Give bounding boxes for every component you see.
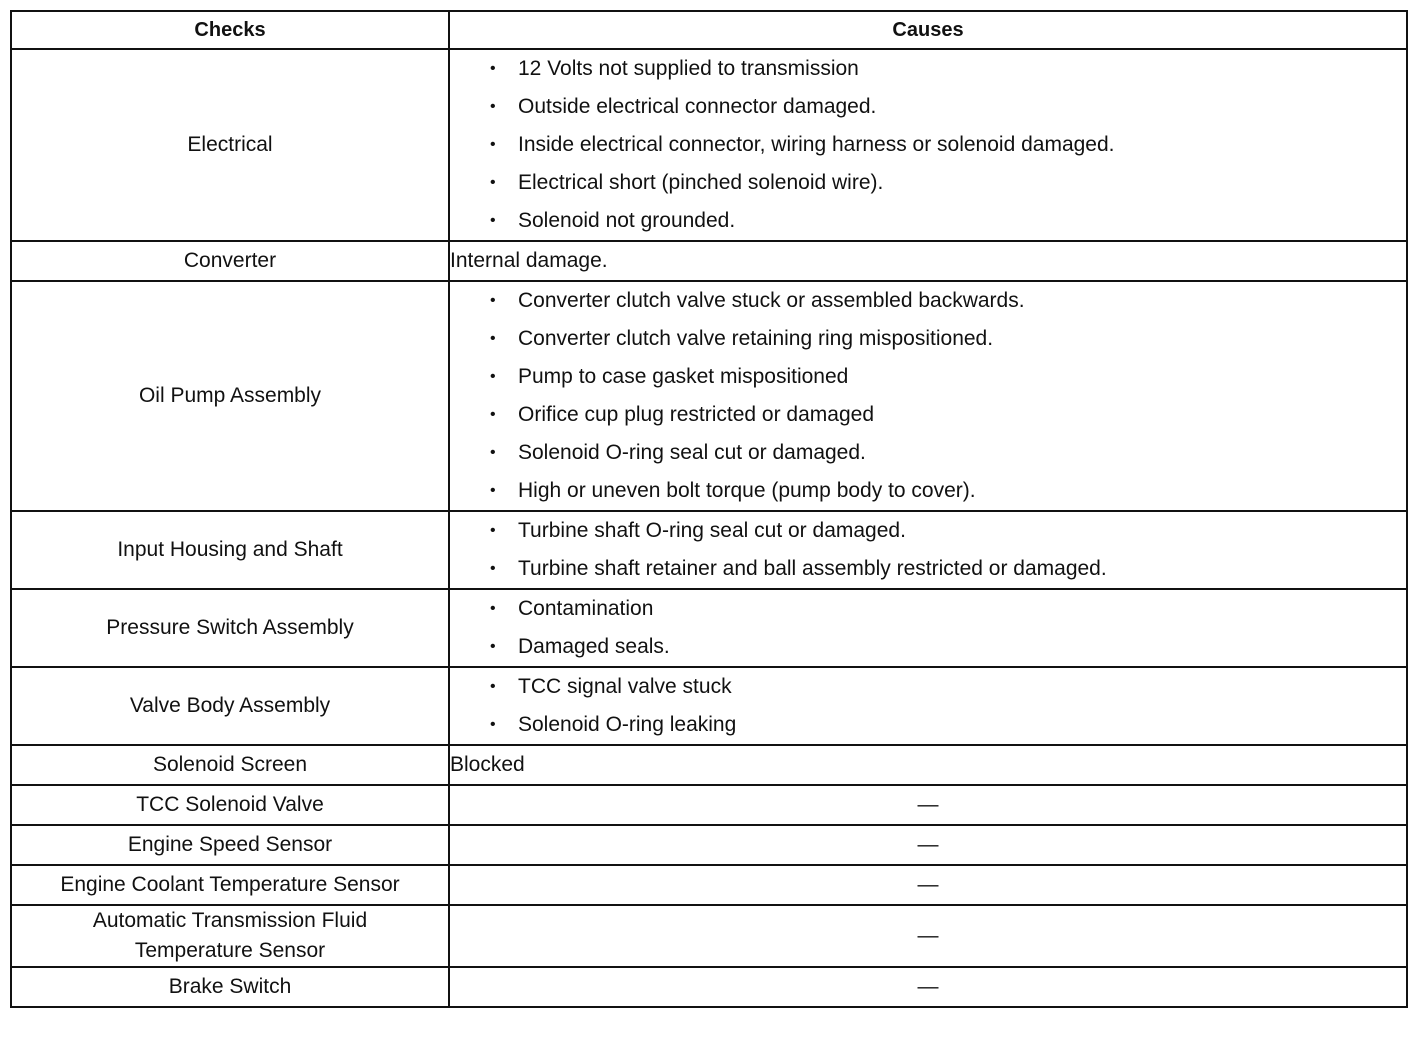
header-causes: Causes	[449, 11, 1407, 49]
table-row	[11, 905, 1407, 967]
causes-cell	[449, 281, 1407, 511]
cause-item: • Electrical short (pinched solenoid wire).	[490, 164, 1406, 202]
check-cell: Input Housing and Shaft	[11, 511, 449, 589]
causes-cell: —	[449, 825, 1407, 865]
cause-item: • TCC signal valve stuck	[490, 668, 1406, 706]
diagnosis-page	[10, 10, 1406, 1008]
causes-cell: —	[449, 967, 1407, 1007]
table-row	[11, 865, 1407, 905]
cause-item: • Contamination	[490, 590, 1406, 628]
cause-list	[450, 668, 1406, 744]
causes-cell: Blocked	[449, 745, 1407, 785]
cause-item: • Orifice cup plug restricted or damaged	[490, 396, 1406, 434]
causes-cell	[449, 667, 1407, 745]
cause-list	[450, 282, 1406, 510]
table-row	[11, 825, 1407, 865]
check-cell: Engine Coolant Temperature Sensor	[11, 865, 449, 905]
cause-item: • High or uneven bolt torque (pump body to cover).	[490, 472, 1406, 510]
causes-cell: —	[449, 905, 1407, 967]
cause-item: • 12 Volts not supplied to transmission	[490, 50, 1406, 88]
cause-item: • Turbine shaft O-ring seal cut or damaged.	[490, 512, 1406, 550]
causes-cell: —	[449, 785, 1407, 825]
table-row	[11, 589, 1407, 667]
cause-list	[450, 512, 1406, 588]
cause-item: • Converter clutch valve retaining ring mispositioned.	[490, 320, 1406, 358]
table-row	[11, 745, 1407, 785]
causes-cell	[449, 511, 1407, 589]
check-cell: Solenoid Screen	[11, 745, 449, 785]
causes-cell	[449, 589, 1407, 667]
check-cell-line: Temperature Sensor	[134, 939, 326, 962]
check-cell: Converter	[11, 241, 449, 281]
table-row	[11, 281, 1407, 511]
causes-cell: —	[449, 865, 1407, 905]
checks-causes-table	[10, 10, 1408, 1008]
check-cell: Pressure Switch Assembly	[11, 589, 449, 667]
table-row	[11, 49, 1407, 241]
cause-item: • Inside electrical connector, wiring harness or solenoid damaged.	[490, 126, 1406, 164]
cause-item: • Solenoid O-ring leaking	[490, 706, 1406, 744]
table-row	[11, 241, 1407, 281]
cause-item: • Converter clutch valve stuck or assembled backwards.	[490, 282, 1406, 320]
cause-item: • Solenoid O-ring seal cut or damaged.	[490, 434, 1406, 472]
causes-cell: Internal damage.	[449, 241, 1407, 281]
cause-item: • Outside electrical connector damaged.	[490, 88, 1406, 126]
cause-item: • Damaged seals.	[490, 628, 1406, 666]
check-cell: Engine Speed Sensor	[11, 825, 449, 865]
table-row	[11, 667, 1407, 745]
check-cell: Valve Body Assembly	[11, 667, 449, 745]
cause-item: • Pump to case gasket mispositioned	[490, 358, 1406, 396]
table-header-row	[11, 11, 1407, 49]
causes-cell	[449, 49, 1407, 241]
cause-item: • Solenoid not grounded.	[490, 202, 1406, 240]
check-cell-line: Automatic Transmission Fluid	[92, 909, 368, 932]
check-cell: Brake Switch	[11, 967, 449, 1007]
check-cell: TCC Solenoid Valve	[11, 785, 449, 825]
cause-list	[450, 590, 1406, 666]
check-cell: Electrical	[11, 49, 449, 241]
check-cell	[11, 905, 449, 967]
table-row	[11, 785, 1407, 825]
table-row	[11, 967, 1407, 1007]
header-checks: Checks	[11, 11, 449, 49]
check-cell: Oil Pump Assembly	[11, 281, 449, 511]
cause-list	[450, 50, 1406, 240]
cause-item: • Turbine shaft retainer and ball assembly restricted or damaged.	[490, 550, 1406, 588]
table-row	[11, 511, 1407, 589]
